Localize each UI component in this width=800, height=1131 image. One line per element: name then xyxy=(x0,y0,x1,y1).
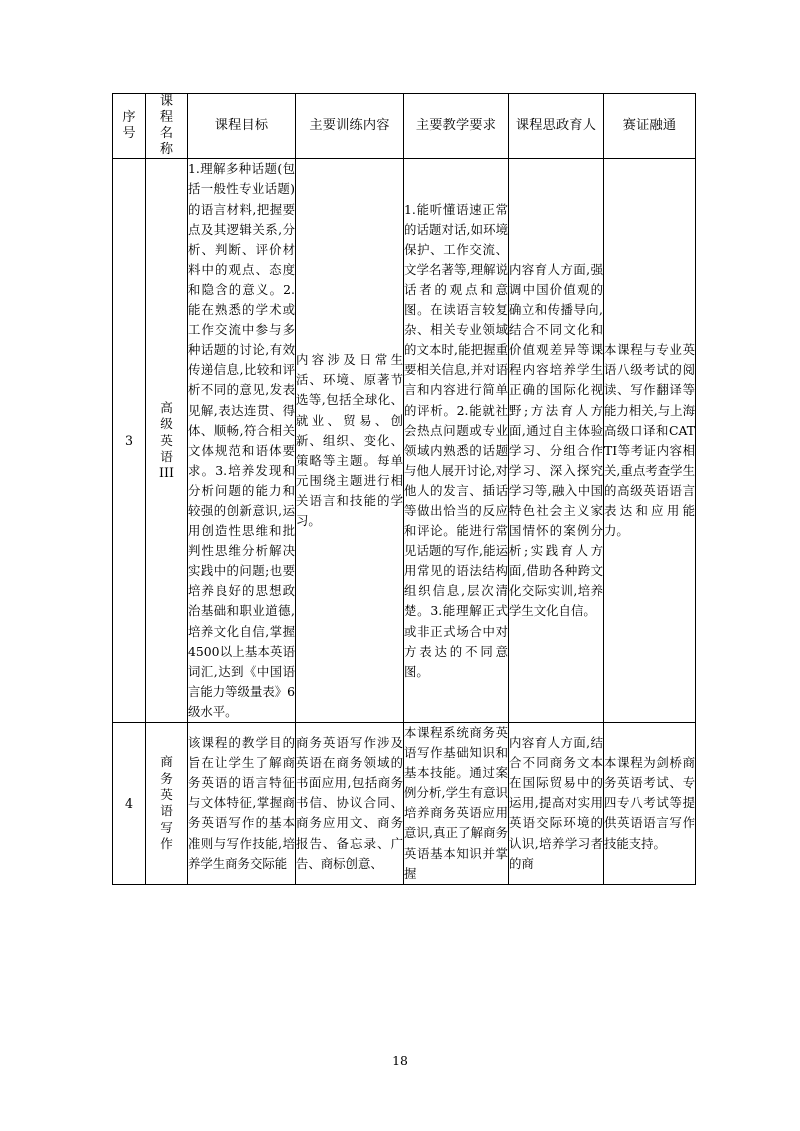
table-header-row xyxy=(113,94,696,159)
row-course-name-char: 商 xyxy=(160,754,173,770)
header-seq-char: 号 xyxy=(122,126,136,142)
table-row xyxy=(113,159,696,723)
header-ideological-education: 课程思政育人 xyxy=(509,94,604,159)
row-main-training-content: 内容涉及日常生活、环境、原著节选等,包括全球化、就业、贸易、创新、组织、变化、策略等主题。每单元围绕主题进行相关语言和技能的学习。 xyxy=(296,159,404,723)
row-sequence-number: 3 xyxy=(113,159,146,723)
row-main-teaching-requirements: 1.能听懂语速正常的话题对话,如环境保护、工作交流、文学名著等,理解说话者的观点和意图。在读语言较复杂、相关专业领域的文本时,能把握重要相关信息,并对语言和内容进行简单的评析。2.能就社会热点问题或专业领域内熟悉的话题与他人展开讨论,对他人的发言、插话等做出恰当的反应和评论。能进行常见话题的写作,能运用常见的语法结构组织信息,层次清楚。3.能理解正式或非正式场合中对方表达的不同意图。 xyxy=(404,159,509,723)
row-competition-certification: 本课程为剑桥商务英语考试、专四专八考试等提供英语语言写作技能支持。 xyxy=(604,723,696,885)
table-row xyxy=(113,723,696,885)
row-course-name-char: 英 xyxy=(160,432,173,448)
header-competition-certification: 赛证融通 xyxy=(604,94,696,159)
header-course-goal: 课程目标 xyxy=(188,94,296,159)
row-main-teaching-requirements: 本课程系统商务英语写作基础知识和基本技能。通过案例分析,学生有意识培养商务英语应用意识,真正了解商务英语基本知识并掌握 xyxy=(404,723,509,885)
row-course-name-char: 务 xyxy=(160,770,173,786)
row-course-name-char: 高 xyxy=(160,399,173,415)
header-course-name-char: 课 xyxy=(159,94,174,109)
row-ideological-education: 内容育人方面,强调中国价值观的确立和传播导向,结合不同文化和价值观差异等课程内容培养学生正确的国际化视野;方法育人方面,通过自主体验学习、分组合作学习、深入探究学习等,融入中国特色社会主义家国情怀的案例分析;实践育人方面,借助各种跨文化交际实训,培养学生文化自信。 xyxy=(509,159,604,723)
row-course-name-char: 语 xyxy=(160,803,173,819)
row-course-name-char: 作 xyxy=(160,836,173,852)
header-seq xyxy=(113,94,146,159)
row-course-goal: 该课程的教学目的旨在让学生了解商务英语的语言特征与文体特征,掌握商务英语写作的基本准则与写作技能,培养学生商务交际能 xyxy=(188,723,296,885)
header-seq-char: 序 xyxy=(122,110,136,126)
row-course-name-char: 写 xyxy=(160,819,173,835)
row-course-name-char: 级 xyxy=(160,416,173,432)
row-competition-certification: 本课程与专业英语八级考试的阅读、写作翻译等能力相关,与上海高级口译和CATTI等考证内容相关,重点考查学生的高级英语语言表达和应用能力。 xyxy=(604,159,696,723)
header-main-training-content: 主要训练内容 xyxy=(296,94,404,159)
row-ideological-education: 内容育人方面,结合不同商务文本在国际贸易中的运用,提高对实用英语交际环境的认识,培养学习者的商 xyxy=(509,723,604,885)
course-curriculum-table xyxy=(112,93,696,885)
row-course-name xyxy=(146,723,188,885)
row-course-name xyxy=(146,159,188,723)
page-number: 18 xyxy=(392,1053,408,1068)
row-course-goal: 1.理解多种话题(包括一般性专业话题)的语言材料,把握要点及其逻辑关系,分析、判断、评价材料中的观点、态度和隐含的意义。2.能在熟悉的学术或工作交流中参与多种话题的讨论,有效传递信息,比较和评析不同的意见,发表见解,表达连贯、得体、顺畅,符合相关文体规范和语体要求。3.培养发现和分析问题的能力和较强的创新意识,运用创造性思维和批判性思维分析解决实践中的问题;也要培养良好的思想政治基础和职业道德,培养文化自信,掌握4500以上基本英语词汇,达到《中国语言能力等级量表》6级水平。 xyxy=(188,159,296,723)
row-course-name-char: 英 xyxy=(160,787,173,803)
header-course-name-char: 名 xyxy=(159,126,174,142)
header-course-name xyxy=(146,94,188,159)
header-course-name-char: 称 xyxy=(159,142,174,158)
row-main-training-content: 商务英语写作涉及英语在商务领域的书面应用,包括商务书信、协议合同、商务应用文、商务报告、备忘录、广告、商标创意、 xyxy=(296,723,404,885)
row-course-name-char: III xyxy=(159,465,174,481)
header-course-name-char: 程 xyxy=(159,110,174,126)
row-course-name-char: 语 xyxy=(160,448,173,464)
row-sequence-number: 4 xyxy=(113,723,146,885)
header-main-teaching-requirements: 主要教学要求 xyxy=(404,94,509,159)
